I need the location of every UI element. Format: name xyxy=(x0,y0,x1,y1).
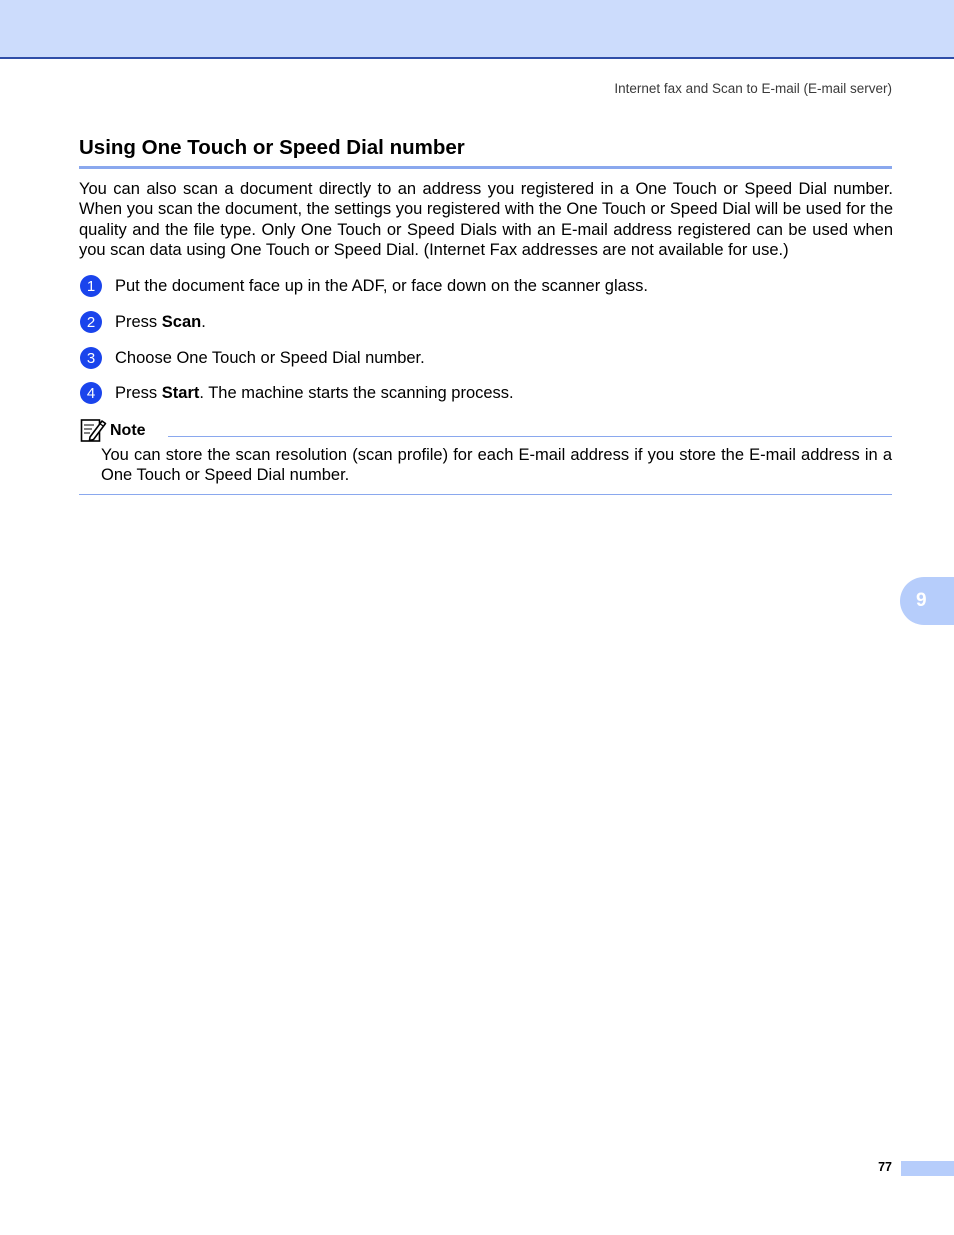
step-number-badge: 4 xyxy=(80,382,102,404)
note-bottom-rule xyxy=(79,494,892,495)
step-text-suffix: . The machine starts the scanning process. xyxy=(199,383,514,402)
chapter-tab: 9 xyxy=(900,577,954,625)
note-label: Note xyxy=(110,422,146,439)
page-footer-bar xyxy=(901,1161,954,1176)
step-4 xyxy=(80,381,514,405)
start-key-label: Start xyxy=(161,383,200,402)
intro-paragraph: You can also scan a document directly to an address you registered in a One Touch or Speed Dial number. When you scan the document, the settings you registered with the One Touch or Speed Dial will be used for the quality and the file type. Only One Touch or Speed Dials with an E-mail address registered can be used when you scan data using One Touch or Speed Dial. (Internet Fax addresses are not available for use.) xyxy=(79,180,893,260)
step-1 xyxy=(80,274,648,298)
step-number-badge: 2 xyxy=(80,311,102,333)
step-text xyxy=(115,384,514,403)
note-text: You can store the scan resolution (scan profile) for each E-mail address if you store the E-mail address in a One Touch or Speed Dial number. xyxy=(101,446,892,485)
scan-key-label: Scan xyxy=(161,312,202,331)
step-text: Put the document face up in the ADF, or face down on the scanner glass. xyxy=(115,276,648,295)
step-3 xyxy=(80,346,425,370)
note-pencil-icon xyxy=(80,417,107,443)
top-header-band xyxy=(0,0,954,59)
step-text xyxy=(115,313,206,332)
step-number-badge: 1 xyxy=(80,275,102,297)
step-2 xyxy=(80,310,206,334)
step-number-badge: 3 xyxy=(80,347,102,369)
section-title: Using One Touch or Speed Dial number xyxy=(79,136,465,159)
step-text-prefix: Press xyxy=(115,312,162,331)
page-number: 77 xyxy=(878,1160,892,1174)
title-underline xyxy=(79,166,892,169)
running-header: Internet fax and Scan to E-mail (E-mail server) xyxy=(614,81,892,96)
step-text-prefix: Press xyxy=(115,383,162,402)
note-top-rule xyxy=(168,436,892,437)
step-text: Choose One Touch or Speed Dial number. xyxy=(115,348,425,367)
step-text-suffix: . xyxy=(201,312,206,331)
